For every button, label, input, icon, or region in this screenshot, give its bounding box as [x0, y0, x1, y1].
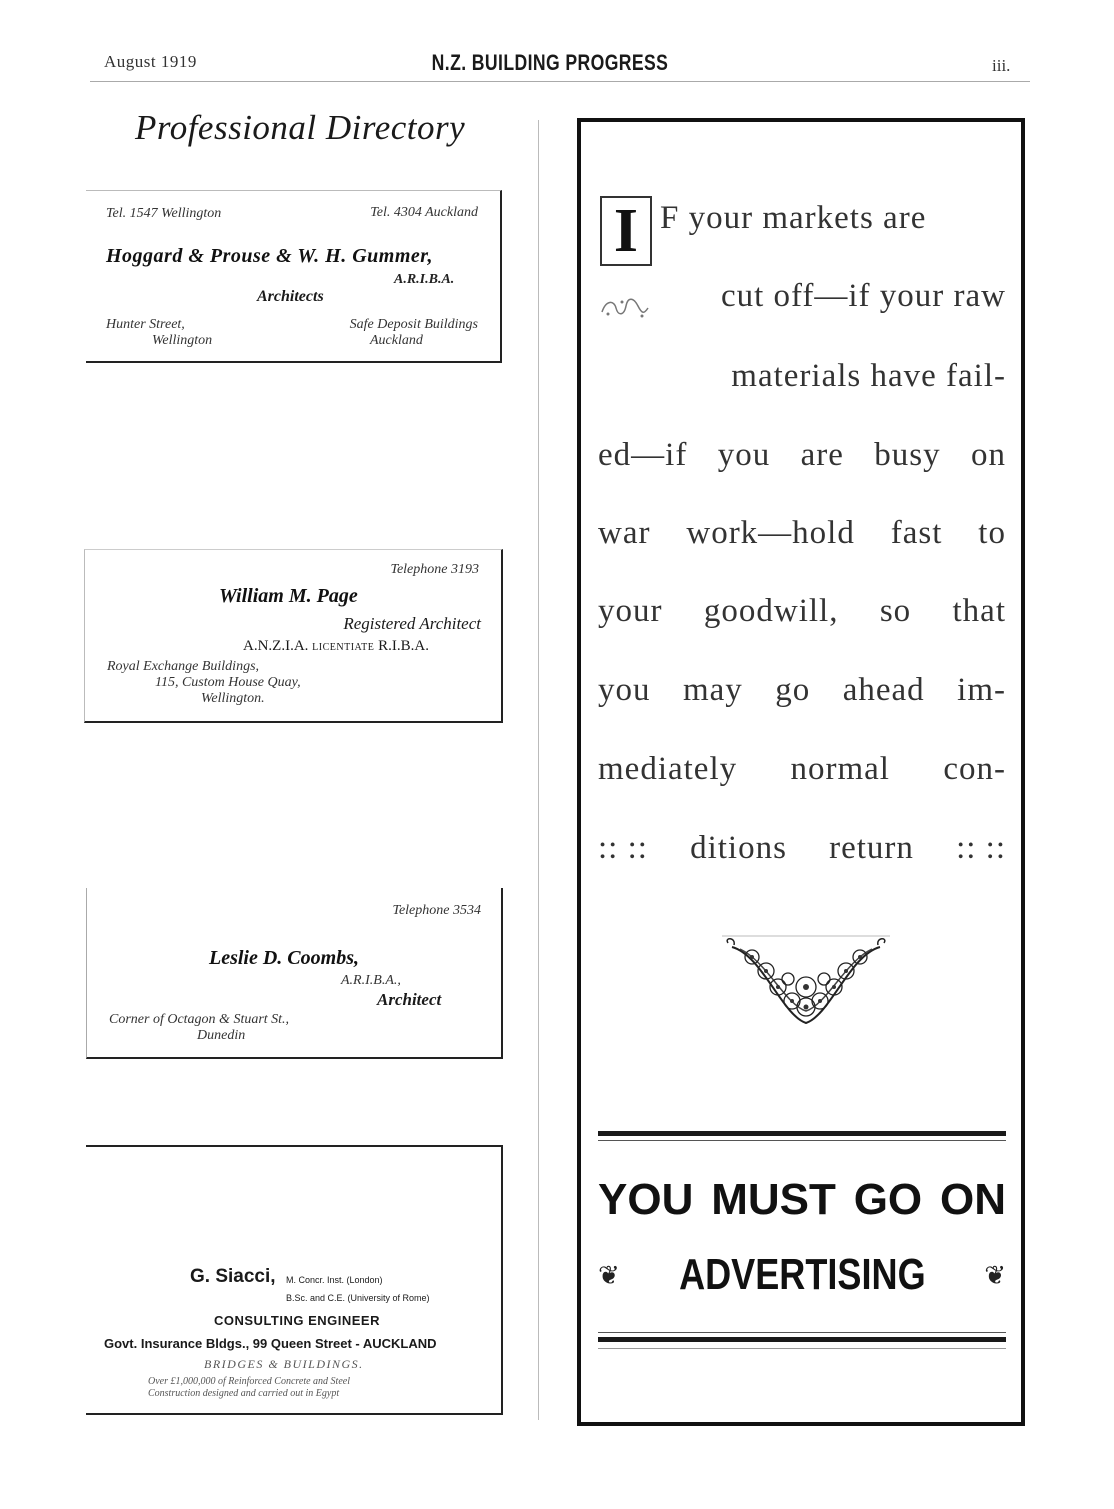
card-qualification-1: M. Concr. Inst. (London) [286, 1275, 383, 1285]
column-divider [538, 120, 539, 1420]
card-note-2: Construction designed and carried out in Egypt [148, 1388, 340, 1399]
word: you [717, 437, 771, 473]
card-address-3: Wellington. [201, 691, 265, 706]
card-qualification [243, 638, 429, 655]
card-specialty: BRIDGES & BUILDINGS. [204, 1357, 364, 1371]
word: on [970, 437, 1006, 473]
card-architect-name: William M. Page [219, 585, 358, 607]
card-address-right-2: Auckland [370, 333, 423, 348]
ad-line-2: cut off—if your raw [720, 278, 1006, 314]
word: so [879, 593, 912, 629]
card-firm-name: Hoggard & Prouse & W. H. Gummer, [106, 245, 433, 267]
advert-rule-bottom-hairline [598, 1348, 1006, 1349]
ad-line-6 [598, 593, 1006, 630]
ad-line-3: materials have fail- [731, 358, 1006, 394]
card-address-left-1: Hunter Street, [106, 317, 185, 332]
directory-card-siacci [86, 1145, 503, 1415]
card-telephone-right: Tel. 4304 Auckland [370, 205, 478, 220]
ad-line-9 [598, 830, 1006, 867]
page-number: iii. [992, 56, 1011, 75]
issue-date: August 1919 [104, 52, 197, 71]
word: to [978, 515, 1006, 551]
drop-cap: I [600, 196, 652, 266]
advert-rule-top [598, 1131, 1006, 1136]
advert-rule-bottom-thin [598, 1332, 1006, 1333]
word: im- [957, 672, 1006, 708]
word: go [775, 672, 811, 708]
card-telephone: Telephone 3534 [392, 903, 481, 918]
word: busy [874, 437, 941, 473]
header-rule [90, 81, 1030, 82]
word: normal [790, 751, 890, 787]
ad-line-7 [598, 672, 1006, 709]
qualification-anzia: A.N.Z.I.A. [243, 638, 309, 654]
slogan-line-2 [598, 1250, 1006, 1300]
directory-title: Professional Directory [135, 108, 466, 147]
card-telephone-left: Tel. 1547 Wellington [106, 206, 222, 221]
card-role: CONSULTING ENGINEER [214, 1313, 380, 1328]
word: return [829, 830, 914, 866]
card-role: Architects [257, 288, 324, 305]
slogan-advertising: ADVERTISING [678, 1250, 926, 1299]
word: that [952, 593, 1006, 629]
card-role: Architect [377, 990, 442, 1009]
ad-line-5 [598, 515, 1006, 552]
qualification-riba: R.I.B.A. [378, 638, 429, 654]
flourish-icon [598, 294, 650, 320]
word: work—hold [686, 515, 855, 551]
card-address-left-2: Wellington [152, 333, 213, 348]
floral-ornament-icon [722, 935, 890, 1030]
slogan-word: YOU [598, 1175, 694, 1224]
slogan-word: ON [940, 1175, 1006, 1224]
publication-title: N.Z. BUILDING PROGRESS [431, 50, 669, 75]
card-qualification-2: B.Sc. and C.E. (University of Rome) [286, 1293, 430, 1303]
slogan-word: MUST [711, 1175, 836, 1224]
word: fast [890, 515, 943, 551]
card-telephone: Telephone 3193 [390, 562, 479, 577]
directory-card-hoggard [86, 190, 502, 363]
word: ahead [842, 672, 925, 708]
word: ditions [690, 830, 787, 866]
ad-line-1: F your markets are [660, 200, 927, 236]
card-role: Registered Architect [343, 614, 481, 633]
directory-card-coombs [86, 888, 503, 1059]
word: :: :: [598, 830, 648, 866]
advert-rule-bottom [598, 1337, 1006, 1342]
word: mediately [598, 751, 738, 787]
card-note-1: Over £1,000,000 of Reinforced Concrete and Steel [148, 1376, 350, 1387]
card-address-2: Dunedin [197, 1028, 246, 1043]
card-address-right-1: Safe Deposit Buildings [349, 317, 478, 332]
card-address-1: Royal Exchange Buildings, [107, 659, 260, 674]
word: con- [943, 751, 1006, 787]
word: goodwill, [703, 593, 839, 629]
word: are [800, 437, 844, 473]
directory-card-page [84, 549, 503, 723]
word: may [682, 672, 743, 708]
word: :: :: [956, 830, 1006, 866]
card-address-2: 115, Custom House Quay, [155, 675, 301, 690]
word: your [598, 593, 663, 629]
ad-line-8 [598, 751, 1006, 788]
drop-cap-flourish-icon [598, 294, 650, 326]
word: you [598, 672, 651, 708]
advert-rule-top-thin [598, 1140, 1006, 1141]
card-qualification: A.R.I.B.A., [341, 973, 401, 988]
word: war [598, 515, 651, 551]
leaf-ornament-icon: ❦ [984, 1259, 1006, 1290]
card-qualification: A.R.I.B.A. [394, 272, 455, 287]
leaf-ornament-icon: ❦ [598, 1259, 620, 1290]
card-address-1: Corner of Octagon & Stuart St., [109, 1012, 290, 1027]
slogan-word: GO [853, 1175, 923, 1224]
word: ed—if [598, 437, 688, 473]
card-architect-name: Leslie D. Coombs, [209, 947, 359, 969]
card-address: Govt. Insurance Bldgs., 99 Queen Street - AUCKLAND [104, 1336, 437, 1351]
ad-line-4 [598, 437, 1006, 474]
slogan-line-1 [598, 1175, 1006, 1225]
qualification-licentiate: LICENTIATE [312, 642, 375, 653]
card-engineer-name: G. Siacci, [190, 1266, 276, 1287]
